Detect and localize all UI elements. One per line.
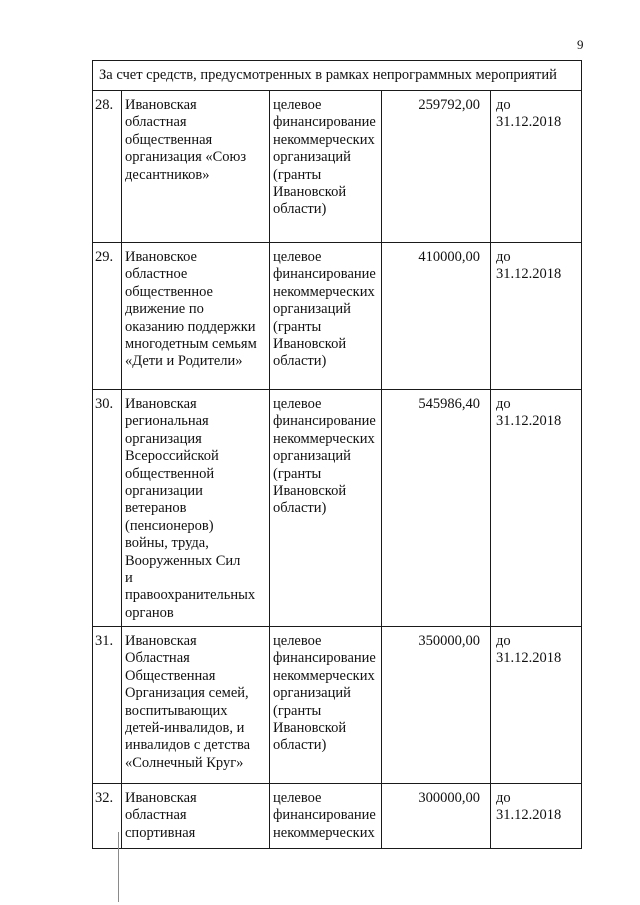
funding-amount: 300000,00 <box>382 784 491 848</box>
row-number: 29. <box>93 243 122 389</box>
funding-purpose: целевое финансирование некоммерческих организаций (гранты Ивановской области) <box>270 243 382 389</box>
funding-deadline: до 31.12.2018 <box>496 97 562 131</box>
organization-name: Ивановская областная спортивная <box>122 784 270 848</box>
row-number: 32. <box>93 784 122 848</box>
funding-deadline: до 31.12.2018 <box>496 396 562 430</box>
organization-name: Ивановская Областная Общественная Организация семей, воспитывающих детей-инвалидов, и инвалидов с детства «Солнечный Круг» <box>122 627 270 783</box>
funding-deadline: до 31.12.2018 <box>496 790 562 824</box>
funding-deadline: до 31.12.2018 <box>496 249 562 283</box>
funding-purpose: целевое финансирование некоммерческих организаций (гранты Ивановской области) <box>270 91 382 242</box>
funding-purpose: целевое финансирование некоммерческих организаций (гранты Ивановской области) <box>270 390 382 626</box>
page-number: 9 <box>577 37 584 52</box>
funding-amount: 410000,00 <box>382 243 491 389</box>
row-number: 28. <box>93 91 122 242</box>
row-number: 31. <box>93 627 122 783</box>
scan-margin-line <box>118 832 119 902</box>
funding-deadline: до 31.12.2018 <box>496 633 562 667</box>
organization-name: Ивановская областная общественная организация «Союз десантников» <box>122 91 270 242</box>
grants-table <box>92 60 582 849</box>
row-number: 30. <box>93 390 122 626</box>
funding-purpose: целевое финансирование некоммерческих организаций (гранты Ивановской области) <box>270 627 382 783</box>
funding-purpose: целевое финансирование некоммерческих <box>270 784 382 848</box>
funding-amount: 350000,00 <box>382 627 491 783</box>
organization-name: Ивановская региональная организация Всероссийской общественной организации ветеранов (пенсионеров) войны, труда, Вооруженных Сил и правоохранительных органов <box>122 390 270 626</box>
table-section-header: За счет средств, предусмотренных в рамках непрограммных мероприятий <box>93 61 581 91</box>
table-row <box>93 627 581 784</box>
table-row <box>93 243 581 390</box>
funding-amount: 545986,40 <box>382 390 491 626</box>
table-row <box>93 91 581 243</box>
organization-name: Ивановское областное общественное движение по оказанию поддержки многодетным семьям «Дети и Родители» <box>122 243 270 389</box>
table-row <box>93 784 581 848</box>
funding-amount: 259792,00 <box>382 91 491 242</box>
table-row <box>93 390 581 627</box>
